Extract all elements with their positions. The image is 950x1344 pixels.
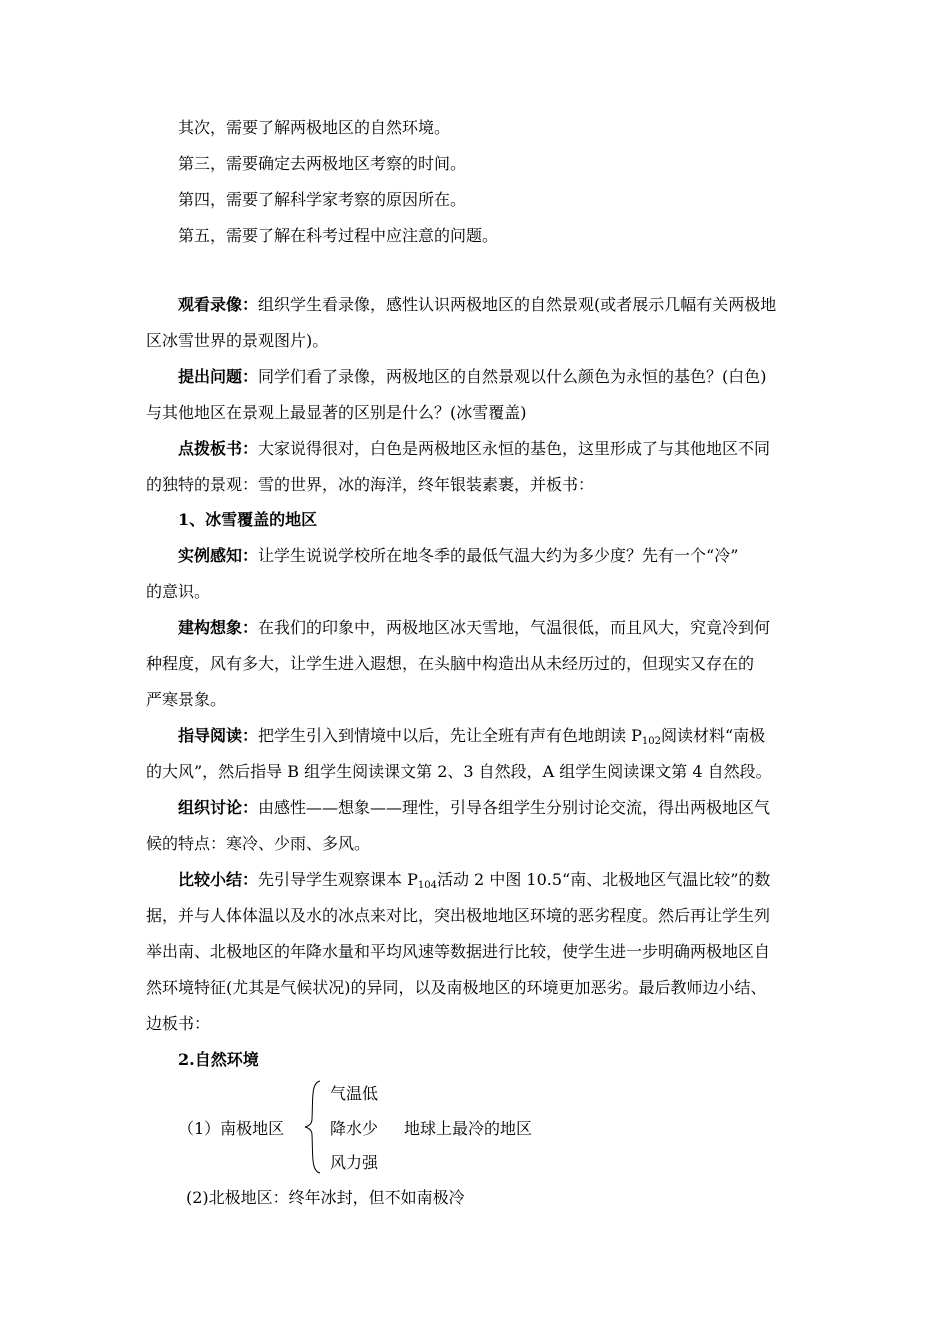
summary-text-b: 活动 2 中图 10.5“南、北极地区气温比较”的数 [436, 870, 771, 889]
discuss-label: 组织讨论： [178, 798, 259, 817]
summary-line2: 据，并与人体体温以及水的冰点来对比，突出极地地区环境的恶劣程度。然后再让学生列 [146, 906, 771, 925]
watch-line2: 区冰雪世界的景观图片)。 [146, 331, 329, 350]
example-text: 让学生说说学校所在地冬季的最低气温大约为多少度？先有一个“冷” [258, 546, 739, 565]
discuss-paragraph [178, 798, 770, 818]
question-line2: 与其他地区在景观上最显著的区别是什么？(冰雪覆盖) [146, 403, 527, 422]
watch-text: 组织学生看录像，感性认识两极地区的自然景观(或者展示几幅有关两极地 [258, 295, 777, 314]
question-paragraph [178, 367, 767, 387]
antarctic-item-wind: 风力强 [330, 1153, 379, 1172]
imagine-line2: 种程度，风有多大，让学生进入遐想，在头脑中构造出从未经历过的，但现实又存在的 [146, 654, 755, 673]
step-2: 其次，需要了解两极地区的自然环境。 [178, 118, 451, 137]
imagine-text: 在我们的印象中，两极地区冰天雪地，气温很低，而且风大，究竟冷到何 [258, 618, 771, 637]
summary-paragraph [178, 870, 770, 896]
board-line2: 的独特的景观：雪的世界，冰的海洋，终年银装素裹，并板书： [146, 475, 595, 494]
example-line2: 的意识。 [146, 582, 211, 601]
reading-text-b: 阅读材料“南极 [660, 726, 766, 745]
arctic-line: (2)北极地区：终年冰封，但不如南极冷 [186, 1188, 465, 1207]
heading-natural-environment: 2.自然环境 [178, 1050, 259, 1069]
reading-page-sub: 102 [641, 736, 661, 747]
summary-line3: 举出南、北极地区的年降水量和平均风速等数据进行比较，使学生进一步明确两极地区自 [146, 942, 771, 961]
step-4: 第四，需要了解科学家考察的原因所在。 [178, 190, 467, 209]
step-5: 第五，需要了解在科考过程中应注意的问题。 [178, 226, 499, 245]
board-paragraph [178, 439, 770, 459]
example-paragraph [178, 546, 738, 566]
step-3: 第三，需要确定去两极地区考察的时间。 [178, 154, 467, 173]
summary-line4: 然环境特征(尤其是气候状况)的异同，以及南极地区的环境更加恶劣。最后教师边小结、 [146, 978, 767, 997]
imagine-paragraph [178, 618, 770, 638]
antarctic-label: （1）南极地区 [178, 1119, 285, 1138]
reading-label: 指导阅读： [178, 726, 259, 745]
imagine-label: 建构想象： [178, 618, 259, 637]
summary-line5: 边板书： [146, 1014, 211, 1033]
watch-paragraph [178, 295, 776, 315]
question-text: 同学们看了录像，两极地区的自然景观以什么颜色为永恒的基色？(白色) [258, 367, 767, 386]
brace-icon [302, 1079, 326, 1175]
summary-label: 比较小结： [178, 870, 259, 889]
imagine-line3: 严寒景象。 [146, 690, 227, 709]
discuss-text: 由感性——想象——理性，引导各组学生分别讨论交流，得出两极地区气 [258, 798, 771, 817]
board-label: 点拨板书： [178, 439, 259, 458]
example-label: 实例感知： [178, 546, 259, 565]
reading-line2: 的大风”，然后指导 B 组学生阅读课文第 2、3 自然段，A 组学生阅读课文第 4 自然段。 [146, 762, 772, 781]
heading-ice-covered: 1、冰雪覆盖的地区 [178, 510, 318, 529]
antarctic-item-temperature: 气温低 [330, 1084, 379, 1103]
summary-text-a: 先引导学生观察课本 P [258, 870, 418, 889]
watch-label: 观看录像： [178, 295, 259, 314]
antarctic-conclusion: 地球上最冷的地区 [404, 1119, 533, 1138]
antarctic-item-precipitation: 降水少 [330, 1119, 379, 1138]
summary-page-sub: 104 [417, 880, 437, 891]
reading-text-a: 把学生引入到情境中以后，先让全班有声有色地朗读 P [258, 726, 642, 745]
discuss-line2: 候的特点：寒冷、少雨、多风。 [146, 834, 371, 853]
question-label: 提出问题： [178, 367, 259, 386]
reading-paragraph [178, 726, 765, 752]
board-text: 大家说得很对，白色是两极地区永恒的基色，这里形成了与其他地区不同 [258, 439, 771, 458]
